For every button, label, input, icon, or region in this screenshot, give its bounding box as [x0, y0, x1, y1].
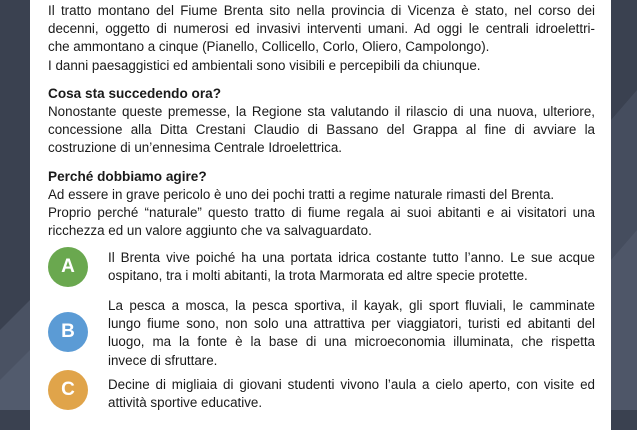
- text-line: Proprio perché “naturale” questo tratto di fiume regala ai suoi abitanti e ai visitatori una: [48, 205, 595, 221]
- heading-why: Perché dobbiamo agire?: [48, 169, 207, 184]
- heading-now: Cosa sta succedendo ora?: [48, 86, 221, 101]
- text-line: costruzione di un’ennesima Centrale Idroelettrica.: [48, 140, 343, 156]
- text-line: lungo fiume sono, non solo una attrattiva per viaggiatori, turisti ed abitanti del: [108, 316, 595, 332]
- why-paragraph: [48, 186, 595, 241]
- item-b-text: [108, 297, 595, 370]
- text-line: attività sportive educative.: [108, 395, 263, 411]
- text-line: decenni, oggetto di numerosi ed invasivi interventi umani. Ad oggi le centrali idroelettri-: [48, 21, 595, 37]
- list-item-a: [48, 250, 595, 295]
- text-line: Ad essere in grave pericolo è uno dei pochi tratti a regime naturale rimasti del Brenta.: [48, 187, 555, 202]
- badge-a: A: [48, 247, 88, 287]
- text-line: La pesca a mosca, la pesca sportiva, il kayak, gli sport fluviali, le camminate: [108, 298, 595, 313]
- text-line: invece di sfruttare.: [108, 352, 218, 368]
- list-item-c: [48, 377, 595, 425]
- text-line: luogo, ma la fonte è la base di una microeconomia illuminata, che rispetta: [108, 334, 595, 350]
- text-line: ricchezza ed un valore aggiunto che va salvaguardato.: [48, 223, 372, 239]
- text-line: I danni paesaggistici ed ambientali sono visibili e percepibili da chiunque.: [48, 57, 481, 73]
- badge-c: C: [48, 370, 88, 410]
- text-line: che ammontano a cinque (Pianello, Collicello, Corlo, Oliero, Campolongo).: [48, 39, 490, 55]
- intro-paragraph: [48, 2, 595, 75]
- item-c-text: [108, 376, 595, 412]
- now-paragraph: [48, 103, 595, 158]
- text-line: Nonostante queste premesse, la Regione sta valutando il rilascio di una nuova, ulteriore,: [48, 104, 595, 119]
- text-line: Decine di migliaia di giovani studenti vivono l’aula a cielo aperto, con visite ed: [108, 377, 595, 392]
- text-line: Il Brenta vive poiché ha una portata idrica costante tutto l’anno. Le sue acque: [108, 250, 595, 265]
- badge-b: B: [48, 312, 88, 352]
- text-line: Il tratto montano del Fiume Brenta sito nella provincia di Vicenza è stato, nel corso dei: [48, 3, 595, 18]
- list-item-b: [48, 298, 595, 385]
- text-line: ospitano, tra i molti abitanti, la trota Marmorata ed altre specie protette.: [108, 268, 528, 284]
- text-line: concessione alla Ditta Crestani Claudio di Bassano del Grappa al fine di avviare la: [48, 122, 595, 138]
- item-a-text: [108, 249, 595, 285]
- flyer-card: [30, 0, 611, 430]
